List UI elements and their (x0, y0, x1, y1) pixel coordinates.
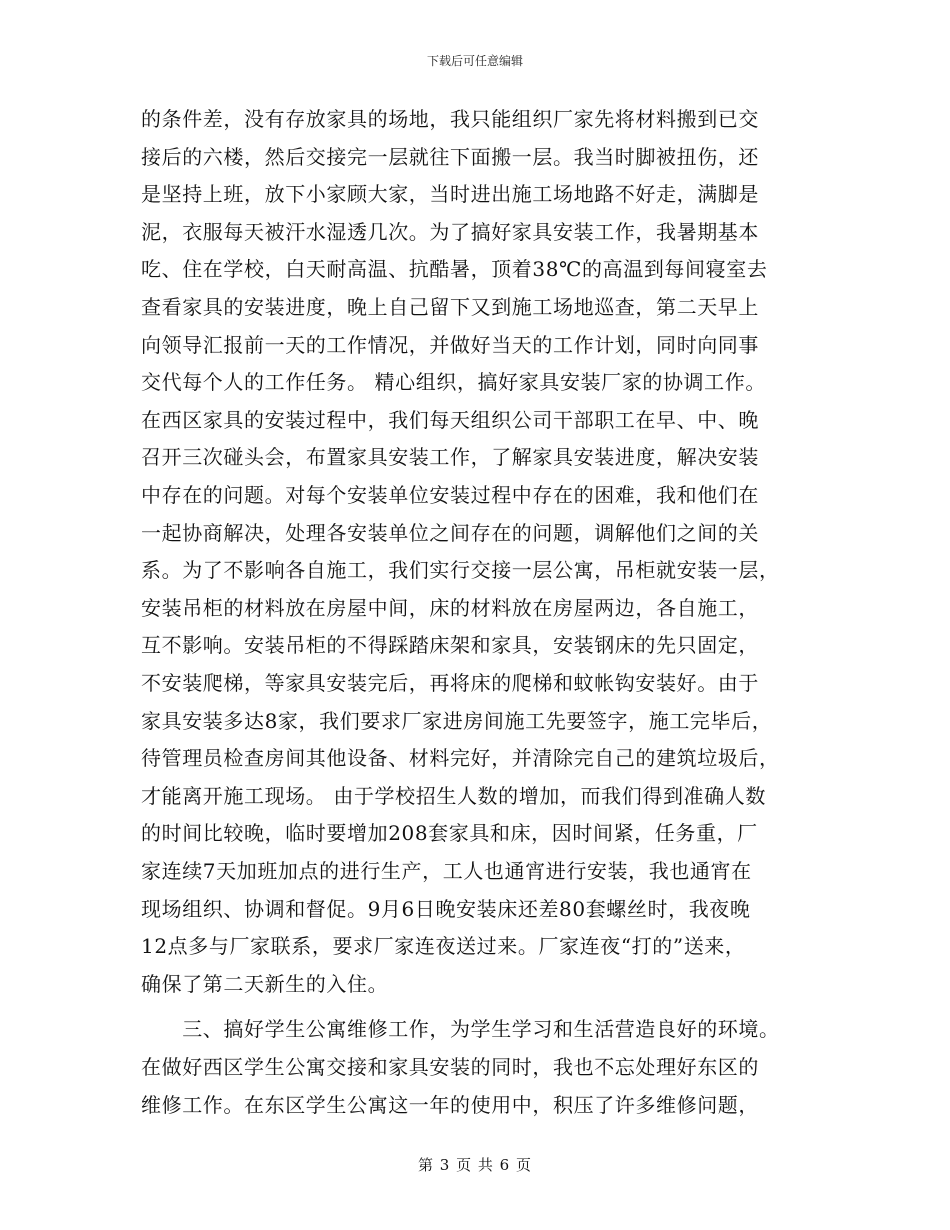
text-line: 现场组织、协调和督促。9月6日晚安装床还差80套螺丝时，我夜晚 (141, 896, 751, 921)
text-line: 维修工作。在东区学生公寓这一年的使用中，积压了许多维修问题， (141, 1092, 759, 1117)
text-line: 不安装爬梯，等家具安装完后，再将床的爬梯和蚊帐钩安装好。由于 (141, 671, 759, 695)
text-line: 家连续7天加班加点的进行生产，工人也通宵进行安装，我也通宵在 (141, 859, 752, 883)
text-line: 安装吊柜的材料放在房屋中间，床的材料放在房屋两边，各自施工， (141, 595, 759, 620)
text-line: 交代每个人的工作任务。 精心组织，搞好家具安装厂家的协调工作。 (141, 370, 766, 395)
text-line: 在做好西区学生公寓交接和家具安装的同时，我也不忘处理好东区的 (141, 1055, 759, 1079)
text-line: 确保了第二天新生的入住。 (141, 971, 389, 996)
text-line: 泥，衣服每天被汗水湿透几次。为了搞好家具安装工作，我暑期基本 (141, 219, 759, 244)
text-line: 的条件差，没有存放家具的场地，我只能组织厂家先将材料搬到已交 (141, 107, 759, 131)
text-line: 向领导汇报前一天的工作情况，并做好当天的工作计划，同时向同事 (141, 332, 759, 357)
text-line: 系。为了不影响各自施工，我们实行交接一层公寓，吊柜就安装一层， (141, 558, 780, 583)
text-line: 的时间比较晚，临时要增加208套家具和床，因时间紧，任务重，厂 (141, 821, 758, 846)
text-line: 12点多与厂家联系，要求厂家连夜送过来。厂家连夜“打的”送来， (141, 934, 746, 959)
page-footer: 第 3 页 共 6 页 (418, 1156, 532, 1174)
text-line: 才能离开施工现场。 由于学校招生人数的增加，而我们得到准确人数 (141, 783, 766, 808)
page-header: 下载后可任意编辑 (426, 54, 523, 68)
text-line: 在西区家具的安装过程中，我们每天组织公司干部职工在早、中、晚 (141, 407, 759, 432)
text-line: 待管理员检查房间其他设备、材料完好，并清除完自己的建筑垃圾后， (141, 746, 780, 771)
text-line: 吃、住在学校，白天耐高温、抗酷暑，顶着38℃的高温到每间寝室去 (141, 257, 768, 282)
text-line: 一起协商解决，处理各安装单位之间存在的问题，调解他们之间的关 (141, 520, 759, 545)
text-line: 三、搞好学生公寓维修工作，为学生学习和生活营造良好的环境。 (141, 1017, 780, 1042)
text-line: 中存在的问题。对每个安装单位安装过程中存在的困难，我和他们在 (141, 483, 759, 507)
text-line: 召开三次碰头会，布置家具安装工作，了解家具安装进度，解决安装 (141, 445, 759, 470)
text-line: 接后的六楼，然后交接完一层就往下面搬一层。我当时脚被扭伤，还 (141, 144, 759, 169)
text-line: 是坚持上班，放下小家顾大家，当时进出施工场地路不好走，满脚是 (141, 182, 759, 207)
text-line: 互不影响。安装吊柜的不得踩踏床架和家具，安装钢床的先只固定， (141, 633, 759, 658)
text-line: 家具安装多达8家，我们要求厂家进房间施工先要签字，施工完毕后， (141, 708, 773, 733)
text-line: 查看家具的安装进度，晚上自己留下又到施工场地巡查，第二天早上 (141, 295, 759, 319)
